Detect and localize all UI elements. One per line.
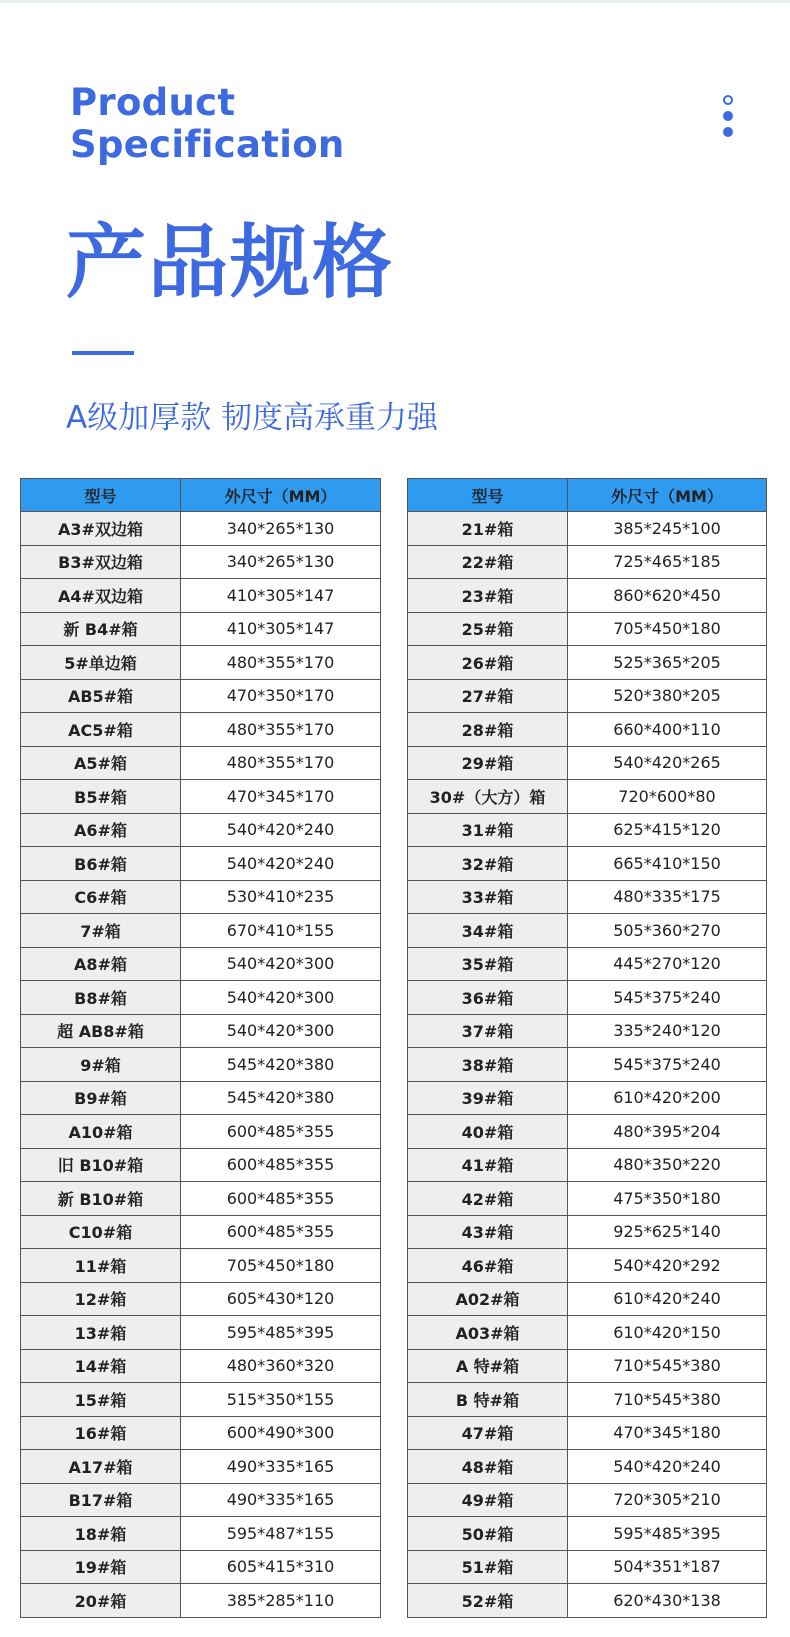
model-cell: 18#箱 bbox=[21, 1517, 181, 1551]
model-cell: 27#箱 bbox=[408, 679, 568, 713]
model-cell: A 特#箱 bbox=[408, 1349, 568, 1383]
model-cell: 35#箱 bbox=[408, 947, 568, 981]
dimension-cell: 480*355*170 bbox=[181, 713, 381, 747]
dimension-cell: 600*485*355 bbox=[181, 1148, 381, 1182]
dimension-cell: 605*430*120 bbox=[181, 1282, 381, 1316]
model-cell: 47#箱 bbox=[408, 1416, 568, 1450]
dimension-cell: 720*600*80 bbox=[568, 780, 767, 814]
subtitle: A级加厚款 韧度高承重力强 bbox=[66, 400, 439, 436]
table-row bbox=[408, 679, 767, 713]
dimension-cell: 505*360*270 bbox=[568, 914, 767, 948]
header-model: 型号 bbox=[408, 479, 568, 512]
vertical-dots-icon bbox=[723, 95, 735, 139]
dimension-cell: 545*375*240 bbox=[568, 981, 767, 1015]
model-cell: 36#箱 bbox=[408, 981, 568, 1015]
table-row bbox=[21, 646, 381, 680]
table-row bbox=[408, 1450, 767, 1484]
model-cell: A02#箱 bbox=[408, 1282, 568, 1316]
table-row bbox=[21, 1081, 381, 1115]
dimension-cell: 530*410*235 bbox=[181, 880, 381, 914]
dimension-cell: 620*430*138 bbox=[568, 1584, 767, 1618]
page-title: 产品规格 bbox=[66, 216, 394, 309]
table-row bbox=[21, 1182, 381, 1216]
table-row bbox=[408, 1182, 767, 1216]
table-row bbox=[21, 679, 381, 713]
table-row bbox=[408, 914, 767, 948]
model-cell: 超 AB8#箱 bbox=[21, 1014, 181, 1048]
dot-filled bbox=[723, 127, 733, 137]
model-cell: 11#箱 bbox=[21, 1249, 181, 1283]
dimension-cell: 540*420*292 bbox=[568, 1249, 767, 1283]
spec-table-right bbox=[407, 478, 767, 1618]
model-cell: 13#箱 bbox=[21, 1316, 181, 1350]
table-row bbox=[21, 1584, 381, 1618]
model-cell: 39#箱 bbox=[408, 1081, 568, 1115]
dimension-cell: 480*355*170 bbox=[181, 746, 381, 780]
dimension-cell: 490*335*165 bbox=[181, 1450, 381, 1484]
table-row bbox=[408, 1048, 767, 1082]
model-cell: 46#箱 bbox=[408, 1249, 568, 1283]
model-cell: B6#箱 bbox=[21, 847, 181, 881]
model-cell: A8#箱 bbox=[21, 947, 181, 981]
model-cell: 52#箱 bbox=[408, 1584, 568, 1618]
dimension-cell: 540*420*300 bbox=[181, 947, 381, 981]
model-cell: B17#箱 bbox=[21, 1483, 181, 1517]
table-header-row bbox=[408, 479, 767, 512]
dimension-cell: 595*485*395 bbox=[568, 1517, 767, 1551]
english-title bbox=[70, 82, 345, 166]
table-row bbox=[21, 1416, 381, 1450]
model-cell: B9#箱 bbox=[21, 1081, 181, 1115]
dimension-cell: 545*375*240 bbox=[568, 1048, 767, 1082]
table-row bbox=[21, 981, 381, 1015]
dimension-cell: 545*420*380 bbox=[181, 1081, 381, 1115]
header-dimensions: 外尺寸（MM） bbox=[181, 479, 381, 512]
model-cell: 5#单边箱 bbox=[21, 646, 181, 680]
model-cell: 16#箱 bbox=[21, 1416, 181, 1450]
table-row bbox=[408, 1349, 767, 1383]
dimension-cell: 705*450*180 bbox=[181, 1249, 381, 1283]
model-cell: B 特#箱 bbox=[408, 1383, 568, 1417]
dimension-cell: 340*265*130 bbox=[181, 545, 381, 579]
table-row bbox=[408, 1584, 767, 1618]
table-row bbox=[408, 1517, 767, 1551]
table-row bbox=[408, 1081, 767, 1115]
table-row bbox=[21, 1215, 381, 1249]
table-row bbox=[408, 1215, 767, 1249]
model-cell: 20#箱 bbox=[21, 1584, 181, 1618]
dimension-cell: 525*365*205 bbox=[568, 646, 767, 680]
model-cell: A5#箱 bbox=[21, 746, 181, 780]
dimension-cell: 385*285*110 bbox=[181, 1584, 381, 1618]
dimension-cell: 720*305*210 bbox=[568, 1483, 767, 1517]
table-row bbox=[408, 746, 767, 780]
table-row bbox=[408, 612, 767, 646]
table-row bbox=[408, 545, 767, 579]
dimension-cell: 545*420*380 bbox=[181, 1048, 381, 1082]
table-row bbox=[408, 1483, 767, 1517]
table-row bbox=[408, 780, 767, 814]
table-row bbox=[408, 1550, 767, 1584]
table-row bbox=[21, 1316, 381, 1350]
table-row bbox=[408, 646, 767, 680]
table-row bbox=[408, 1383, 767, 1417]
dimension-cell: 340*265*130 bbox=[181, 512, 381, 546]
dimension-cell: 600*485*355 bbox=[181, 1182, 381, 1216]
model-cell: 9#箱 bbox=[21, 1048, 181, 1082]
dimension-cell: 600*485*355 bbox=[181, 1215, 381, 1249]
dimension-cell: 410*305*147 bbox=[181, 612, 381, 646]
dimension-cell: 480*350*220 bbox=[568, 1148, 767, 1182]
english-title-line2: Specification bbox=[70, 123, 345, 166]
model-cell: A6#箱 bbox=[21, 813, 181, 847]
header-model: 型号 bbox=[21, 479, 181, 512]
dimension-cell: 540*420*240 bbox=[181, 813, 381, 847]
model-cell: 新 B10#箱 bbox=[21, 1182, 181, 1216]
dimension-cell: 480*360*320 bbox=[181, 1349, 381, 1383]
table-row bbox=[21, 612, 381, 646]
dimension-cell: 595*485*395 bbox=[181, 1316, 381, 1350]
model-cell: 41#箱 bbox=[408, 1148, 568, 1182]
table-row bbox=[21, 1349, 381, 1383]
table-row bbox=[21, 1115, 381, 1149]
model-cell: 26#箱 bbox=[408, 646, 568, 680]
accent-bar bbox=[72, 351, 134, 355]
table-row bbox=[21, 880, 381, 914]
table-row bbox=[408, 813, 767, 847]
dimension-cell: 610*420*150 bbox=[568, 1316, 767, 1350]
model-cell: 25#箱 bbox=[408, 612, 568, 646]
dimension-cell: 445*270*120 bbox=[568, 947, 767, 981]
model-cell: 14#箱 bbox=[21, 1349, 181, 1383]
table-row bbox=[408, 512, 767, 546]
table-row bbox=[21, 813, 381, 847]
model-cell: 7#箱 bbox=[21, 914, 181, 948]
top-divider bbox=[0, 0, 790, 3]
model-cell: 50#箱 bbox=[408, 1517, 568, 1551]
dimension-cell: 665*410*150 bbox=[568, 847, 767, 881]
model-cell: 49#箱 bbox=[408, 1483, 568, 1517]
dimension-cell: 625*415*120 bbox=[568, 813, 767, 847]
table-row bbox=[408, 579, 767, 613]
dimension-cell: 515*350*155 bbox=[181, 1383, 381, 1417]
model-cell: 旧 B10#箱 bbox=[21, 1148, 181, 1182]
table-row bbox=[21, 713, 381, 747]
dimension-cell: 600*490*300 bbox=[181, 1416, 381, 1450]
dimension-cell: 710*545*380 bbox=[568, 1349, 767, 1383]
model-cell: A17#箱 bbox=[21, 1450, 181, 1484]
table-row bbox=[21, 1282, 381, 1316]
dimension-cell: 540*420*240 bbox=[568, 1450, 767, 1484]
dimension-cell: 710*545*380 bbox=[568, 1383, 767, 1417]
table-row bbox=[21, 847, 381, 881]
dimension-cell: 385*245*100 bbox=[568, 512, 767, 546]
dimension-cell: 600*485*355 bbox=[181, 1115, 381, 1149]
model-cell: A10#箱 bbox=[21, 1115, 181, 1149]
model-cell: A03#箱 bbox=[408, 1316, 568, 1350]
dimension-cell: 470*345*180 bbox=[568, 1416, 767, 1450]
table-row bbox=[408, 880, 767, 914]
dimension-cell: 470*345*170 bbox=[181, 780, 381, 814]
model-cell: 21#箱 bbox=[408, 512, 568, 546]
dimension-cell: 610*420*200 bbox=[568, 1081, 767, 1115]
model-cell: 30#（大方）箱 bbox=[408, 780, 568, 814]
table-row bbox=[21, 1450, 381, 1484]
model-cell: B8#箱 bbox=[21, 981, 181, 1015]
model-cell: 51#箱 bbox=[408, 1550, 568, 1584]
model-cell: 15#箱 bbox=[21, 1383, 181, 1417]
dimension-cell: 860*620*450 bbox=[568, 579, 767, 613]
table-row bbox=[408, 1014, 767, 1048]
dimension-cell: 504*351*187 bbox=[568, 1550, 767, 1584]
table-row bbox=[408, 1416, 767, 1450]
model-cell: 43#箱 bbox=[408, 1215, 568, 1249]
dot-filled bbox=[723, 111, 733, 121]
dimension-cell: 540*420*300 bbox=[181, 1014, 381, 1048]
dimension-cell: 725*465*185 bbox=[568, 545, 767, 579]
table-row bbox=[408, 1316, 767, 1350]
table-row bbox=[21, 1517, 381, 1551]
table-row bbox=[408, 981, 767, 1015]
dimension-cell: 670*410*155 bbox=[181, 914, 381, 948]
table-row bbox=[21, 1148, 381, 1182]
model-cell: C6#箱 bbox=[21, 880, 181, 914]
model-cell: 37#箱 bbox=[408, 1014, 568, 1048]
table-row bbox=[21, 780, 381, 814]
model-cell: 12#箱 bbox=[21, 1282, 181, 1316]
dimension-cell: 480*355*170 bbox=[181, 646, 381, 680]
dimension-cell: 520*380*205 bbox=[568, 679, 767, 713]
table-row bbox=[21, 512, 381, 546]
table-row bbox=[21, 746, 381, 780]
model-cell: 33#箱 bbox=[408, 880, 568, 914]
dimension-cell: 540*420*300 bbox=[181, 981, 381, 1015]
dimension-cell: 705*450*180 bbox=[568, 612, 767, 646]
dimension-cell: 925*625*140 bbox=[568, 1215, 767, 1249]
model-cell: 28#箱 bbox=[408, 713, 568, 747]
dimension-cell: 610*420*240 bbox=[568, 1282, 767, 1316]
table-row bbox=[408, 1282, 767, 1316]
model-cell: 新 B4#箱 bbox=[21, 612, 181, 646]
dimension-cell: 490*335*165 bbox=[181, 1483, 381, 1517]
dimension-cell: 540*420*240 bbox=[181, 847, 381, 881]
table-row bbox=[21, 1048, 381, 1082]
english-title-line1: Product bbox=[70, 81, 236, 124]
dimension-cell: 540*420*265 bbox=[568, 746, 767, 780]
table-row bbox=[408, 847, 767, 881]
dot-outline bbox=[723, 95, 733, 105]
header-dimensions: 外尺寸（MM） bbox=[568, 479, 767, 512]
model-cell: A4#双边箱 bbox=[21, 579, 181, 613]
dimension-cell: 410*305*147 bbox=[181, 579, 381, 613]
table-row bbox=[408, 1249, 767, 1283]
dimension-cell: 480*335*175 bbox=[568, 880, 767, 914]
spec-table-left bbox=[20, 478, 381, 1618]
table-row bbox=[21, 545, 381, 579]
model-cell: 23#箱 bbox=[408, 579, 568, 613]
model-cell: AC5#箱 bbox=[21, 713, 181, 747]
dimension-cell: 480*395*204 bbox=[568, 1115, 767, 1149]
table-row bbox=[21, 1383, 381, 1417]
model-cell: 42#箱 bbox=[408, 1182, 568, 1216]
table-row bbox=[21, 1014, 381, 1048]
model-cell: AB5#箱 bbox=[21, 679, 181, 713]
table-row bbox=[21, 1550, 381, 1584]
model-cell: A3#双边箱 bbox=[21, 512, 181, 546]
table-row bbox=[21, 1483, 381, 1517]
model-cell: 19#箱 bbox=[21, 1550, 181, 1584]
model-cell: 22#箱 bbox=[408, 545, 568, 579]
dimension-cell: 660*400*110 bbox=[568, 713, 767, 747]
table-row bbox=[21, 914, 381, 948]
table-header-row bbox=[21, 479, 381, 512]
model-cell: 32#箱 bbox=[408, 847, 568, 881]
dimension-cell: 475*350*180 bbox=[568, 1182, 767, 1216]
model-cell: 31#箱 bbox=[408, 813, 568, 847]
table-row bbox=[21, 1249, 381, 1283]
dimension-cell: 470*350*170 bbox=[181, 679, 381, 713]
model-cell: 38#箱 bbox=[408, 1048, 568, 1082]
model-cell: 34#箱 bbox=[408, 914, 568, 948]
model-cell: C10#箱 bbox=[21, 1215, 181, 1249]
model-cell: B5#箱 bbox=[21, 780, 181, 814]
model-cell: B3#双边箱 bbox=[21, 545, 181, 579]
dimension-cell: 595*487*155 bbox=[181, 1517, 381, 1551]
model-cell: 29#箱 bbox=[408, 746, 568, 780]
model-cell: 48#箱 bbox=[408, 1450, 568, 1484]
dimension-cell: 335*240*120 bbox=[568, 1014, 767, 1048]
table-row bbox=[408, 1115, 767, 1149]
table-row bbox=[408, 1148, 767, 1182]
table-row bbox=[21, 579, 381, 613]
dimension-cell: 605*415*310 bbox=[181, 1550, 381, 1584]
table-row bbox=[408, 947, 767, 981]
model-cell: 40#箱 bbox=[408, 1115, 568, 1149]
table-row bbox=[21, 947, 381, 981]
table-row bbox=[408, 713, 767, 747]
